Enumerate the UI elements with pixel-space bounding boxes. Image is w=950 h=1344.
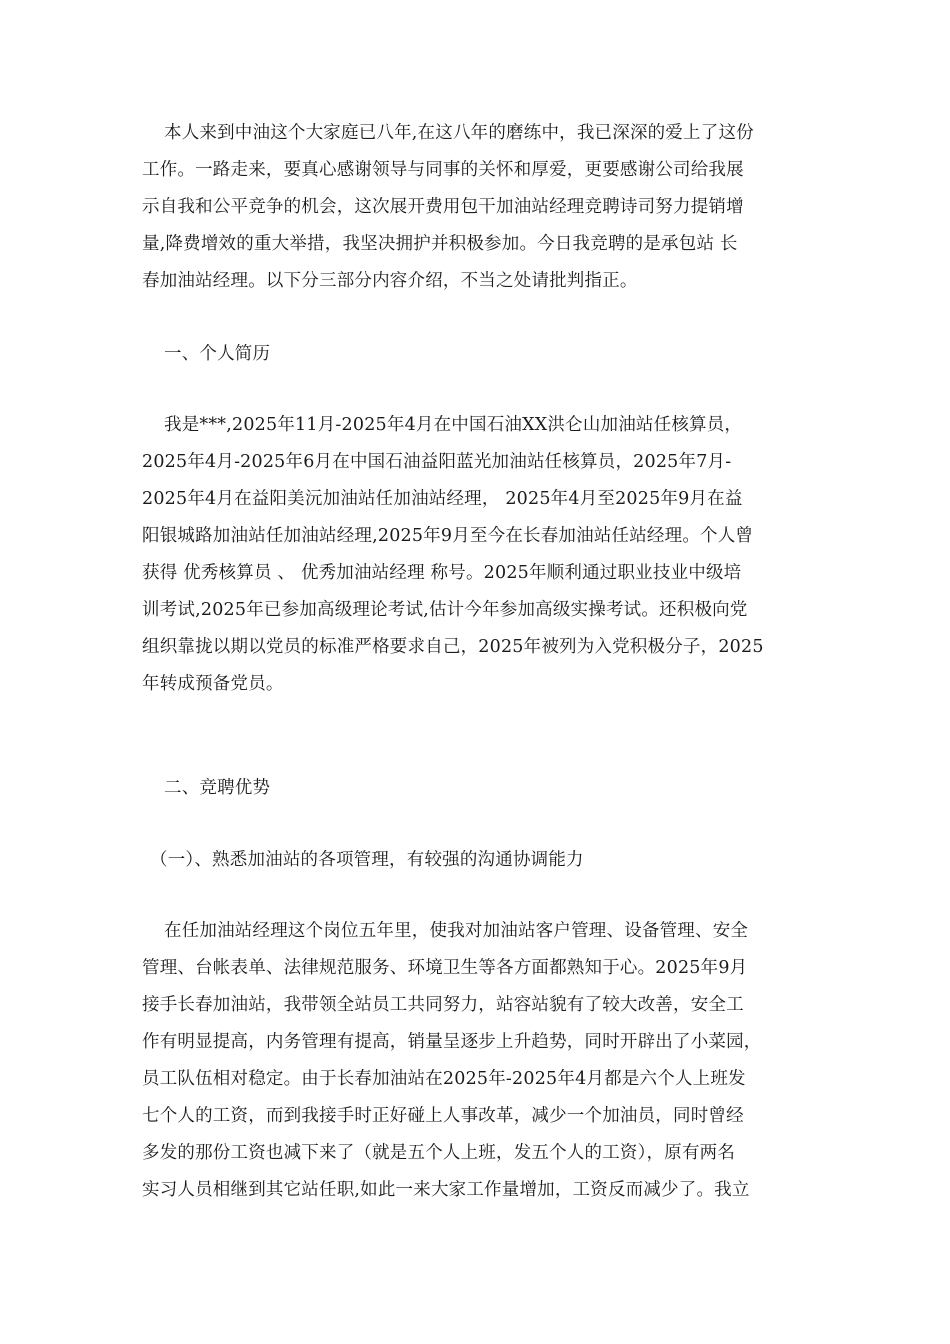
resume-line-5: 获得 优秀核算员 、 优秀加油站经理 称号。2025年顺利通过职业技业中级培 bbox=[142, 563, 742, 583]
intro-line-5: 春加油站经理。以下分三部分内容介绍，不当之处请批判指正。 bbox=[142, 271, 638, 291]
section-1-heading: 一、个人简历 bbox=[164, 344, 271, 364]
resume-line-8: 年转成预备党员。 bbox=[142, 674, 284, 694]
resume-line-7: 组织靠拢以期以党员的标准严格要求自己，2025年被列为入党积极分子，2025 bbox=[142, 637, 764, 657]
intro-line-2: 工作。一路走来，要真心感谢领导与同事的关怀和厚爱，更要感谢公司给我展 bbox=[142, 160, 744, 180]
advantage-line-8: 实习人员相继到其它站任职,如此一来大家工作量增加，工资反而减少了。我立 bbox=[142, 1180, 750, 1200]
advantage-line-5: 员工队伍相对稳定。由于长春加油站在2025年-2025年4月都是六个人上班发 bbox=[142, 1069, 746, 1089]
advantage-line-3: 接手长春加油站，我带领全站员工共同努力，站容站貌有了较大改善，安全工 bbox=[142, 995, 744, 1015]
intro-line-1: 本人来到中油这个大家庭已八年,在这八年的磨练中，我已深深的爱上了这份 bbox=[164, 123, 754, 143]
intro-line-3: 示自我和公平竞争的机会，这次展开费用包干加油站经理竞聘诗司努力提销增 bbox=[142, 197, 744, 217]
intro-line-4: 量,降费增效的重大举措，我坚决拥护并积极参加。今日我竞聘的是承包站 长 bbox=[142, 234, 738, 254]
advantage-line-7: 多发的那份工资也减下来了（就是五个人上班，发五个人的工资），原有两名 bbox=[142, 1143, 736, 1163]
advantage-line-2: 管理、台帐表单、法律规范服务、环境卫生等各方面都熟知于心。2025年9月 bbox=[142, 958, 748, 978]
subsection-1-heading: （一）、熟悉加油站的各项管理，有较强的沟通协调能力 bbox=[150, 850, 584, 870]
resume-line-2: 2025年4月-2025年6月在中国石油益阳蓝光加油站任核算员，2025年7月- bbox=[142, 452, 732, 472]
resume-line-3: 2025年4月在益阳美沅加油站任加油站经理， 2025年4月至2025年9月在益 bbox=[142, 489, 743, 509]
advantage-line-1: 在任加油站经理这个岗位五年里，使我对加油站客户管理、设备管理、安全 bbox=[164, 921, 749, 941]
resume-line-6: 训考试,2025年已参加高级理论考试,估计今年参加高级实操考试。还积极向党 bbox=[142, 600, 748, 620]
resume-line-4: 阳银城路加油站任加油站经理,2025年9月至今在长春加油站任站经理。个人曾 bbox=[142, 526, 754, 546]
section-2-heading: 二、竞聘优势 bbox=[164, 778, 271, 798]
advantage-line-6: 七个人的工资，而到我接手时正好碰上人事改革，减少一个加油员，同时曾经 bbox=[142, 1106, 744, 1126]
advantage-line-4: 作有明显提高，内务管理有提高，销量呈逐步上升趋势，同时开辟出了小菜园， bbox=[142, 1032, 762, 1052]
resume-line-1: 我是***,2025年11月-2025年4月在中国石油XX洪仑山加油站任核算员， bbox=[164, 415, 743, 435]
